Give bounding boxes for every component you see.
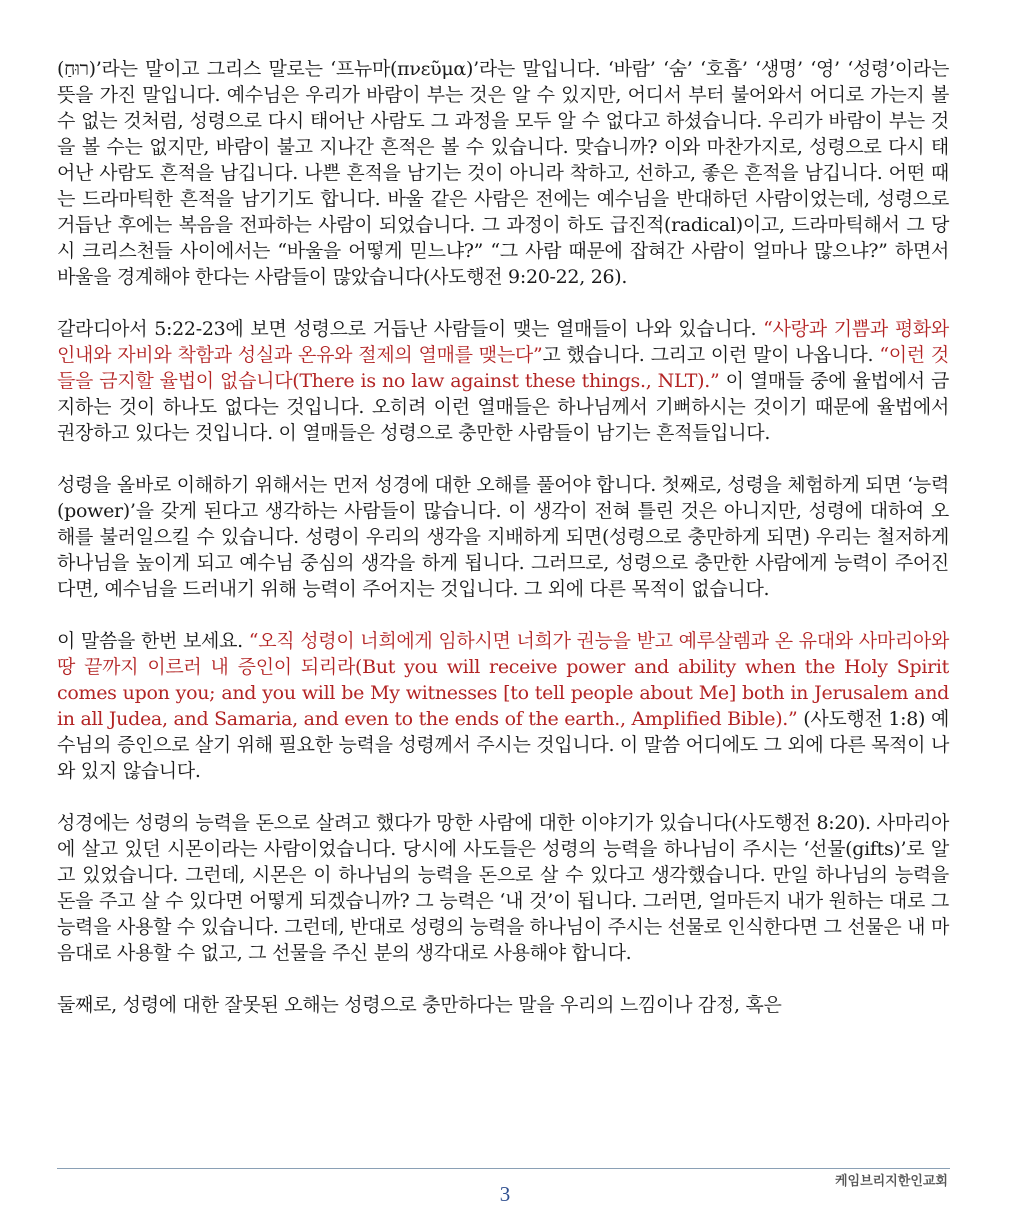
paragraph-5 [57, 810, 949, 966]
paragraph-3-text: 성령을 올바로 이해하기 위해서는 먼저 성경에 대한 오해를 풀어야 합니다. 첫째로, 성령을 체험하게 되면 ‘능력(power)’을 갖게 된다고 생각하는 사람들이 많습니다. 이 생각이 전혀 틀린 것은 아니지만, 성령에 대하여 오해를 불러일으킬 수 있습니다. 성령이 우리의 생각을 지배하게 되면(성령으로 충만하게 되면) 우리는 철저하게 하나님을 높이게 되고 예수님 중심의 생각을 하게 됩니다. 그러므로, 성령으로 충만한 사람에게 능력이 주어진다면, 예수님을 드러내기 위해 능력이 주어지는 것입니다. 그 외에 다른 목적이 없습니다. [57, 474, 949, 600]
paragraph-1 [57, 56, 949, 290]
paragraph-4-text: 이 말씀을 한번 보세요. [57, 630, 249, 652]
paragraph-3 [57, 472, 949, 602]
quote-acts: “오직 성령이 너희에게 임하시면 너희가 권능을 받고 예루살렘과 온 유대와 사마리아와 땅 끝까지 이르러 내 증인이 되리라(But you will receive power and ability when the Holy Spirit comes upon you; and you will be My witnesses [to tell people about Me] both in Jerusalem and in all Judea, and Samaria, and even to the ends of the earth., Amplified Bible).” [57, 630, 950, 730]
paragraph-4 [57, 628, 949, 784]
paragraph-6-text: 둘째로, 성령에 대한 잘못된 오해는 성령으로 충만하다는 말을 우리의 느낌이나 감정, 혹은 [57, 994, 782, 1016]
paragraph-2 [57, 316, 949, 446]
paragraph-2-text: 갈라디아서 5:22-23에 보면 성령으로 거듭난 사람들이 맺는 열매들이 나와 있습니다. [57, 318, 764, 340]
paragraph-5-text: 성경에는 성령의 능력을 돈으로 살려고 했다가 망한 사람에 대한 이야기가 있습니다(사도행전 8:20). 사마리아에 살고 있던 시몬이라는 사람이었습니다. 당시에 사도들은 성령의 능력을 하나님이 주시는 ‘선물(gifts)’로 알고 있었습니다. 그런데, 시몬은 이 하나님의 능력을 돈으로 살 수 있다고 생각했습니다. 만일 하나님의 능력을 돈을 주고 살 수 있다면 어떻게 되겠습니까? 그 능력은 ‘내 것’이 됩니다. 그러면, 얼마든지 내가 원하는 대로 그 능력을 사용할 수 있습니다. 그런데, 반대로 성령의 능력을 하나님이 주시는 선물로 인식한다면 그 선물은 내 마음대로 사용할 수 없고, 그 선물을 주신 분의 생각대로 사용해야 합니다. [57, 812, 949, 964]
paragraph-6 [57, 992, 949, 1018]
quote-no-law: “이런 것들을 금지할 율법이 없습니다(There is no law against these things., NLT).” [57, 344, 949, 392]
quote-galatians: “사랑과 기쁨과 평화와 인내와 자비와 착함과 성실과 온유와 절제의 열매를 맺는다” [57, 318, 949, 366]
church-name: 케임브리지한인교회 [834, 1174, 948, 1189]
paragraph-4-text-b: (사도행전 1:8) 예수님의 증인으로 살기 위해 필요한 능력을 성령께서 주시는 것입니다. 이 말씀 어디에도 그 외에 다른 목적이 나와 있지 않습니다. [57, 708, 949, 782]
footer-divider [57, 1168, 950, 1169]
paragraph-2-text-b: 고 했습니다. 그리고 이런 말이 나옵니다. [542, 344, 880, 366]
page-number: 3 [499, 1182, 511, 1206]
paragraph-1-text: (רוּחַ)’라는 말이고 그리스 말로는 ‘프뉴마(πνεῦμα)’라는 말입니다. ‘바람’ ‘숨’ ‘호흡’ ‘생명’ ‘영’ ‘성령’이라는 뜻을 가진 말입니다. 예수님은 우리가 바람이 부는 것은 알 수 있지만, 어디서 부터 불어와서 어디로 가는지 볼 수 없는 것처럼, 성령으로 다시 태어난 사람도 그 과정을 모두 알 수 없다고 하셨습니다. 우리가 바람이 부는 것을 볼 수는 없지만, 바람이 불고 지나간 흔적은 볼 수 있습니다. 맞습니까? 이와 마찬가지로, 성령으로 다시 태어난 사람도 흔적을 남깁니다. 나쁜 흔적을 남기는 것이 아니라 착하고, 선하고, 좋은 흔적을 남깁니다. 어떤 때는 드라마틱한 흔적을 남기기도 합니다. 바울 같은 사람은 전에는 예수님을 반대하던 사람이었는데, 성령으로 거듭난 후에는 복음을 전파하는 사람이 되었습니다. 그 과정이 하도 급진적(radical)이고, 드라마틱해서 그 당시 크리스천들 사이에서는 “바울을 어떻게 믿느냐?” “그 사람 때문에 잡혀간 사람이 얼마나 많으냐?” 하면서 바울을 경계해야 한다는 사람들이 많았습니다(사도행전 9:20-22, 26). [57, 58, 949, 288]
body-text [57, 56, 949, 1044]
paragraph-2-text-c: 이 열매들 중에 율법에서 금지하는 것이 하나도 없다는 것입니다. 오히려 이런 열매들은 하나님께서 기뻐하시는 것이기 때문에 율법에서 권장하고 있다는 것입니다. 이 열매들은 성령으로 충만한 사람들이 남기는 흔적들입니다. [57, 370, 950, 444]
